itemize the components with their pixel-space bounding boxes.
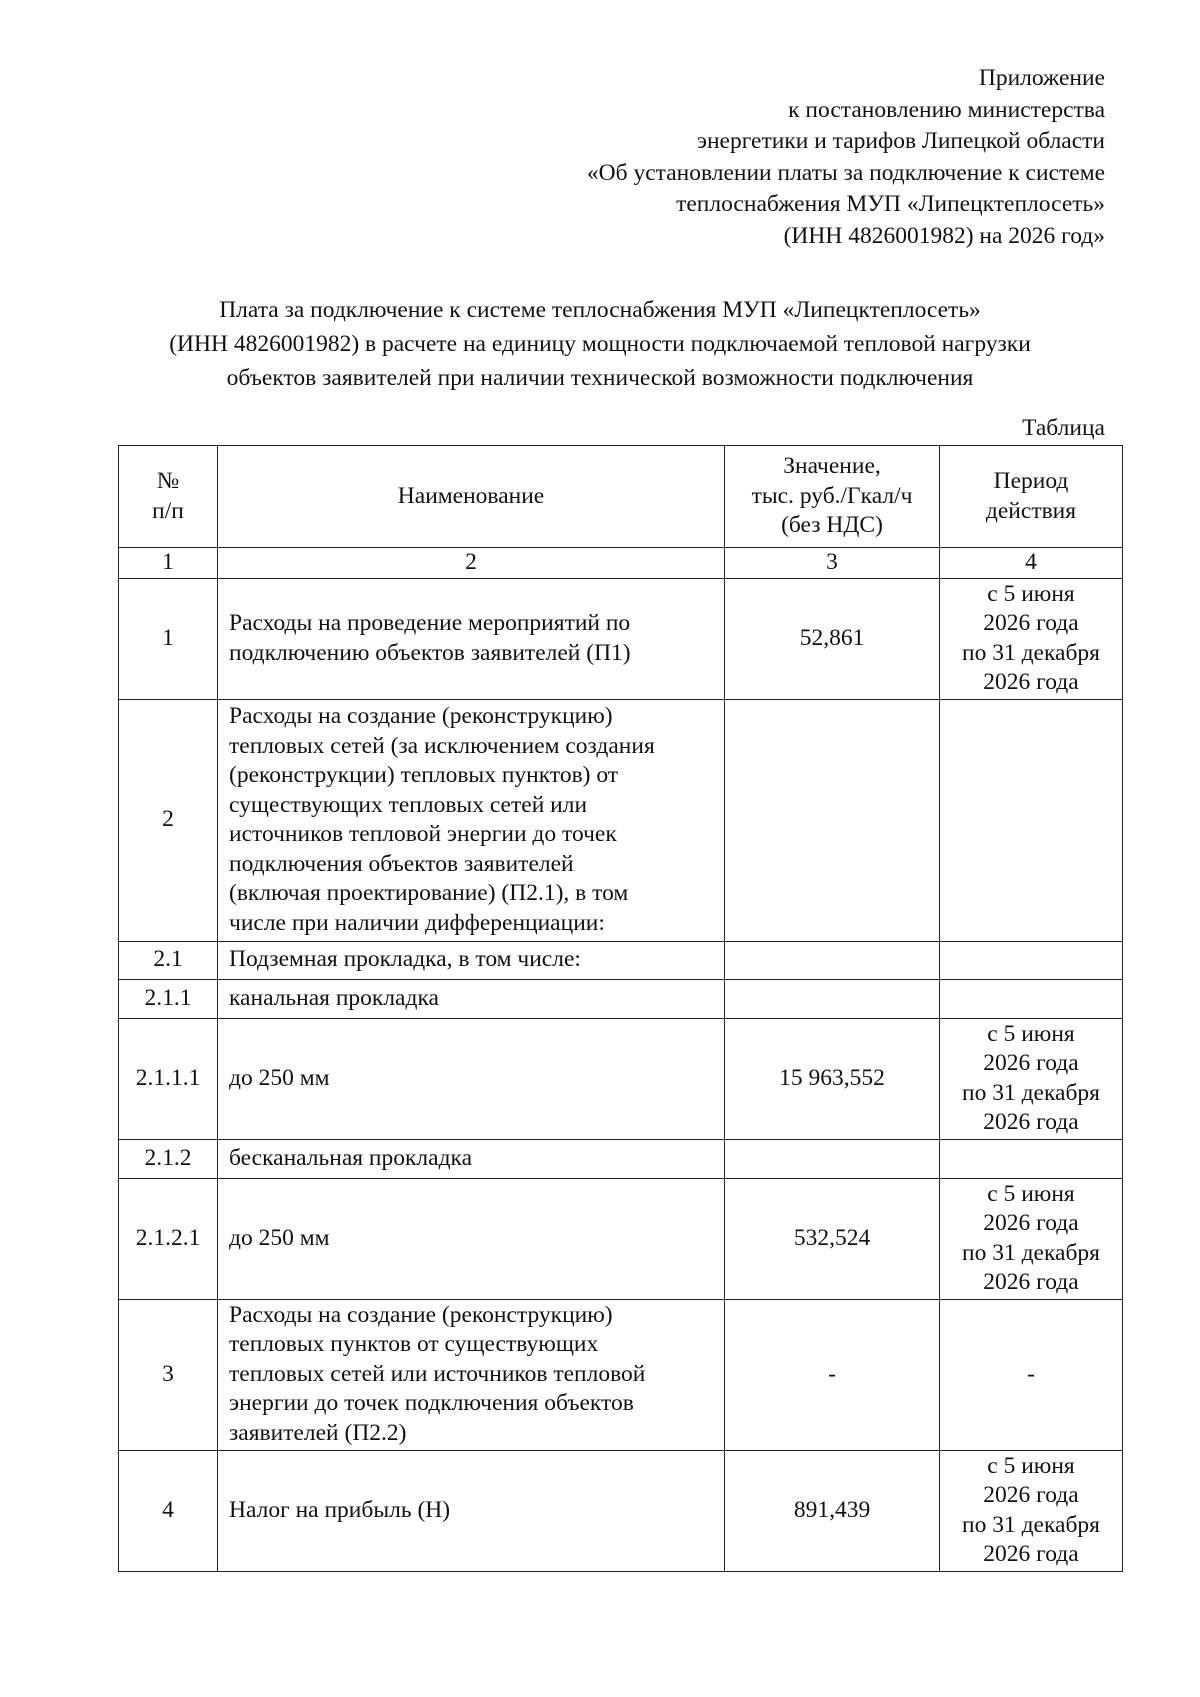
row-num: 2.1.2	[119, 1139, 218, 1178]
header-num: № п/п	[119, 446, 218, 548]
table-row	[119, 1178, 1123, 1299]
header-value: Значение, тыс. руб./Гкал/ч (без НДС)	[725, 446, 940, 548]
table-row	[119, 1299, 1123, 1450]
header-name: Наименование	[218, 446, 725, 548]
column-number: 1	[119, 548, 218, 579]
row-num: 2.1.1	[119, 979, 218, 1018]
appendix-line: (ИНН 4826001982) на 2026 год»	[783, 222, 1105, 249]
row-value	[725, 941, 940, 979]
row-period: с 5 июня 2026 года по 31 декабря 2026 года	[940, 1450, 1123, 1571]
row-name: Расходы на создание (реконструкцию) тепловых сетей (за исключением создания (реконструкции) тепловых пунктов) от существующих тепловых сетей или источников тепловой энергии до точек подключения объектов заявителей (включая проектирование) (П2.1), в том числе при наличии дифференциации:	[218, 699, 725, 941]
row-name: канальная прокладка	[218, 979, 725, 1018]
row-value: -	[725, 1299, 940, 1450]
appendix-line: к постановлению министерства	[788, 96, 1105, 123]
table-row	[119, 578, 1123, 699]
appendix-line: теплоснабжения МУП «Липецктеплосеть»	[676, 191, 1105, 217]
title-line: (ИНН 4826001982) в расчете на единицу мощности подключаемой тепловой нагрузки	[169, 331, 1031, 357]
table-row	[119, 1139, 1123, 1178]
row-name: Подземная прокладка, в том числе:	[218, 941, 725, 979]
row-period: с 5 июня 2026 года по 31 декабря 2026 года	[940, 1018, 1123, 1139]
row-num: 2.1	[119, 941, 218, 979]
document-title	[0, 293, 1200, 395]
row-period	[940, 699, 1123, 941]
row-period	[940, 941, 1123, 979]
row-value	[725, 979, 940, 1018]
column-number: 2	[218, 548, 725, 579]
row-period: -	[940, 1299, 1123, 1450]
row-value	[725, 1139, 940, 1178]
table-row	[119, 699, 1123, 941]
column-number: 3	[725, 548, 940, 579]
row-value: 15 963,552	[725, 1018, 940, 1139]
title-line: объектов заявителей при наличии технической возможности подключения	[226, 365, 974, 391]
row-name: бесканальная прокладка	[218, 1139, 725, 1178]
row-name: до 250 мм	[218, 1018, 725, 1139]
row-name: Расходы на проведение мероприятий по подключению объектов заявителей (П1)	[218, 578, 725, 699]
row-period: с 5 июня 2026 года по 31 декабря 2026 года	[940, 1178, 1123, 1299]
row-num: 2.1.2.1	[119, 1178, 218, 1299]
row-num: 3	[119, 1299, 218, 1450]
table-row	[119, 1018, 1123, 1139]
column-number-row	[119, 548, 1123, 579]
row-name: Расходы на создание (реконструкцию) тепловых пунктов от существующих тепловых сетей или источников тепловой энергии до точек подключения объектов заявителей (П2.2)	[218, 1299, 725, 1450]
fee-table	[118, 445, 1123, 1572]
row-num: 1	[119, 578, 218, 699]
table-row	[119, 1450, 1123, 1571]
row-value: 891,439	[725, 1450, 940, 1571]
row-name: до 250 мм	[218, 1178, 725, 1299]
table-header-row	[119, 446, 1123, 548]
row-num: 2	[119, 699, 218, 941]
table-row	[119, 941, 1123, 979]
row-value: 532,524	[725, 1178, 940, 1299]
row-num: 2.1.1.1	[119, 1018, 218, 1139]
appendix-line: энергетики и тарифов Липецкой области	[696, 128, 1105, 154]
table-caption: Таблица	[1022, 415, 1105, 441]
appendix-line: «Об установлении платы за подключение к системе	[586, 159, 1105, 186]
table-row	[119, 979, 1123, 1018]
row-period	[940, 1139, 1123, 1178]
row-value	[725, 699, 940, 941]
header-period: Период действия	[940, 446, 1123, 548]
row-name: Налог на прибыль (Н)	[218, 1450, 725, 1571]
column-number: 4	[940, 548, 1123, 579]
row-num: 4	[119, 1450, 218, 1571]
appendix-line: Приложение	[978, 65, 1105, 91]
title-line: Плата за подключение к системе теплоснабжения МУП «Липецктеплосеть»	[219, 297, 981, 323]
row-period: с 5 июня 2026 года по 31 декабря 2026 года	[940, 578, 1123, 699]
row-period	[940, 979, 1123, 1018]
row-value: 52,861	[725, 578, 940, 699]
appendix-block	[587, 63, 1105, 252]
